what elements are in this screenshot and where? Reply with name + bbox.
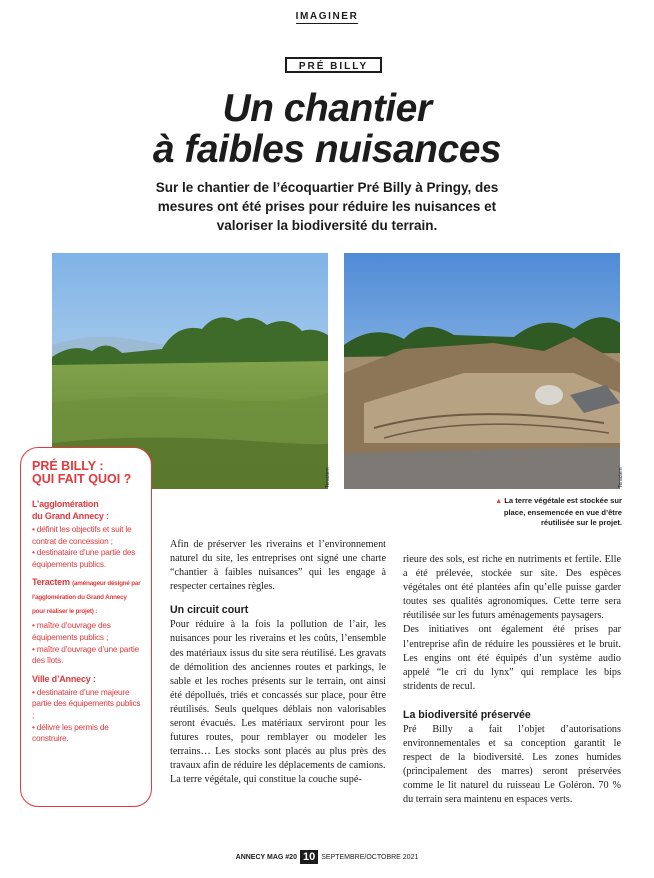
body-paragraph-terre-start: La terre végétale, qui constitue la couche supé-	[170, 774, 362, 786]
sidebar-title-line-1: PRÉ BILLY :	[32, 459, 104, 473]
article-title	[0, 88, 654, 170]
subheading-circuit-court: Un circuit court	[170, 604, 249, 617]
title-line-1: Un chantier	[222, 87, 432, 130]
list-item: • définit les objectifs et suit le contrat de concession ;	[32, 524, 132, 546]
list-item: • maître d’ouvrage des équipements publics ;	[32, 620, 111, 642]
list-item: • maître d’ouvrage d’une partie des îlots.	[32, 643, 139, 666]
sidebar-list-teractem	[32, 620, 141, 666]
footer-magazine: ANNECY MAG #20	[235, 853, 297, 861]
body-paragraph-circuit: Pour réduire à la fois la pollution de l’air, les nuisances pour les riverains et les coûts, l’ensemble des matériaux issus du site sera réutilisé. Les gravats de démolition des anciennes routes et parkings, le sable et les roches présents sur le terrain, ont ainsi été dépollués, triés et concassés sur place, pour être réutilisés. Seuls quelques déblais non valorisables seront évacués. Les matériaux serviront pour les futures routes, pour remblayer ou modeler les terrains… Les stocks sont placés au plus près des travaux afin de réduire les déplacements de camions.	[170, 619, 386, 772]
subheading-biodiversite: La biodiversité préservée	[403, 708, 531, 721]
footer-page-number: 10	[300, 850, 318, 864]
sidebar-org-teractem	[32, 576, 141, 618]
photo-soil-pile	[344, 253, 620, 489]
article-lede: Sur le chantier de l’écoquartier Pré Billy à Pringy, des mesures ont été prises pour réduire les nuisances et valoriser la biodiversité du terrain.	[155, 180, 499, 233]
photo-credit-2: Teractem	[618, 467, 624, 488]
list-item: • destinataire d’une partie des équipements publics.	[32, 547, 136, 569]
page-footer	[0, 850, 654, 864]
sidebar-list-ville	[32, 687, 141, 745]
title-line-2: à faibles nuisances	[152, 128, 502, 171]
sidebar-title	[32, 460, 141, 486]
body-paragraph-terre-end: rieure des sols, est riche en nutriments et fertile. Elle a été prélevée, stockée sur site. Des espèces végétales ont été plantées afin qu’elle puisse garder toutes ses qualités agronomiques. Cette terre sera réutilisée sur les futurs aménagements paysagers.	[403, 554, 621, 622]
footer-date: SEPTEMBRE/OCTOBRE 2021	[321, 853, 419, 861]
body-paragraph-biodiversite: Pré Billy a fait l’objet d’autorisations environnementales et sa conception garantit le respect de la biodiversité. Les zones humides (principalement des marres) seront préservées comme le lit naturel du ruisseau Le Goléron. 70 % du terrain sera maintenu en espaces verts.	[403, 723, 621, 806]
sidebar-list-agglomeration	[32, 524, 141, 570]
org1-line-1: L’agglomération	[32, 499, 99, 509]
list-item: • destinataire d’une majeure partie des équipements publics ;	[32, 686, 141, 720]
caption-text: La terre végétale est stockée sur place, ensemencée en vue d’être réutilisée sur le projet.	[503, 496, 622, 527]
org1-line-2: du Grand Annecy :	[32, 511, 109, 521]
sidebar-title-line-2: QUI FAIT QUOI ?	[32, 472, 132, 486]
sidebar-org-ville: Ville d’Annecy :	[32, 673, 96, 684]
article-kicker: PRÉ BILLY	[285, 57, 382, 73]
sidebar-org-agglomeration	[32, 498, 141, 522]
list-item: • délivre les permis de construire.	[32, 721, 109, 744]
org2-note: (aménageur désigné par l’agglomération du Grand Annecy pour réaliser le projet) :	[32, 580, 141, 616]
body-paragraph-initiatives: Des initiatives ont également été prises par l’entreprise afin de réduire les poussières et le bruit. Les engins ont été équipés d’un système audio appelé “le cri du lynx” qui remplace les bips stridents de recul.	[403, 624, 621, 692]
sidebar-who-does-what	[20, 447, 152, 807]
caption-triangle-icon: ▲	[495, 498, 503, 505]
body-paragraph-intro: Afin de préserver les riverains et l’environnement naturel du site, les entreprises ont signé une charte “chantier à faibles nuisances” qui les engage à respecter certaines règles.	[170, 539, 386, 593]
body-column-1	[170, 538, 386, 788]
body-column-2	[403, 553, 621, 808]
photo-credit-1: Teractem	[325, 467, 331, 488]
org2-name: Teractem	[32, 577, 70, 588]
section-label: IMAGINER	[295, 11, 359, 22]
photo-caption	[472, 496, 622, 529]
